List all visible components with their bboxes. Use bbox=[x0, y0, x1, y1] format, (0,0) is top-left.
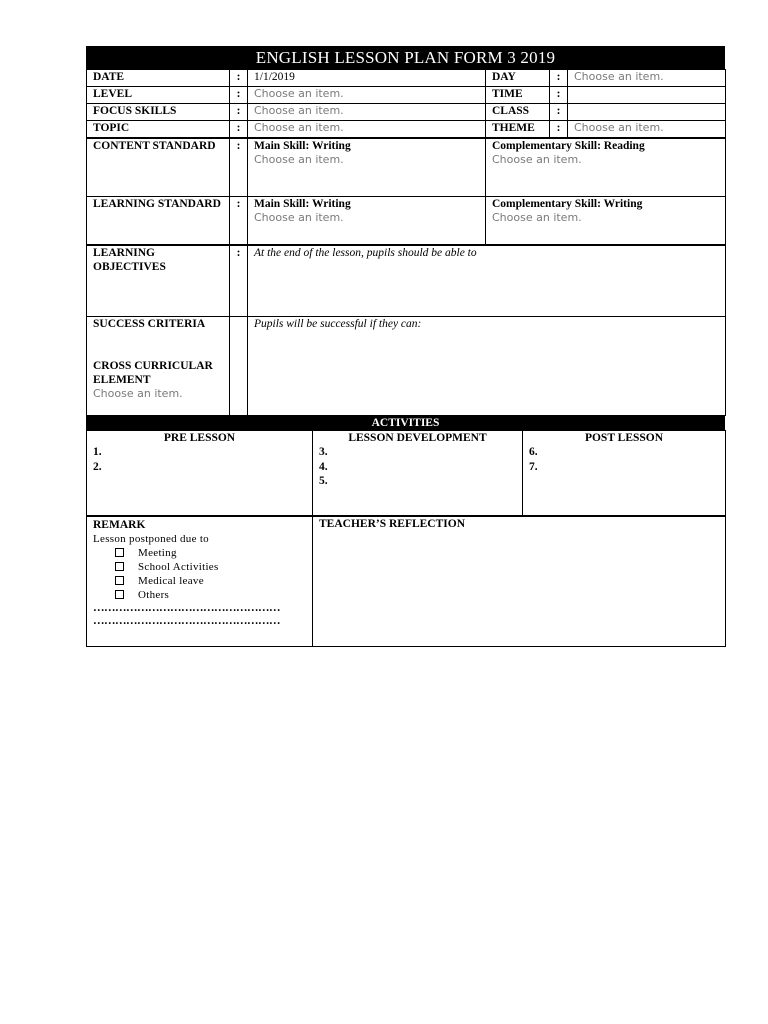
colon: : bbox=[230, 70, 248, 87]
teacher-reflection-cell[interactable] bbox=[313, 517, 726, 647]
topic-label: TOPIC bbox=[87, 121, 230, 138]
theme-dropdown[interactable]: Choose an item. bbox=[568, 121, 726, 138]
success-criteria-text[interactable]: Pupils will be successful if they can: bbox=[248, 317, 726, 416]
colon: : bbox=[230, 246, 248, 317]
colon: : bbox=[230, 121, 248, 138]
standards-table bbox=[86, 138, 726, 245]
content-standard-row bbox=[87, 139, 726, 197]
post-lesson-cell[interactable] bbox=[523, 431, 726, 516]
form-title: ENGLISH LESSON PLAN FORM 3 2019 bbox=[86, 46, 725, 69]
remark-cell bbox=[87, 517, 313, 647]
activities-heading: ACTIVITIES bbox=[86, 416, 725, 430]
objectives-table bbox=[86, 245, 726, 416]
focus-row bbox=[87, 104, 726, 121]
content-main-dropdown[interactable]: Choose an item. bbox=[254, 153, 344, 166]
colon: : bbox=[550, 87, 568, 104]
header-table bbox=[86, 69, 726, 138]
post-lesson-list bbox=[529, 445, 719, 474]
learning-main-skill-cell[interactable] bbox=[248, 197, 486, 245]
pre-lesson-label: PRE LESSON bbox=[163, 432, 236, 444]
content-complementary-dropdown[interactable]: Choose an item. bbox=[492, 153, 582, 166]
lesson-development-cell[interactable] bbox=[313, 431, 523, 516]
checkbox-icon[interactable] bbox=[115, 590, 124, 599]
option-label: School Activities bbox=[138, 561, 219, 573]
post-lesson-label: POST LESSON bbox=[584, 432, 664, 444]
option-label: Meeting bbox=[138, 547, 177, 559]
cross-curricular-label-1: CROSS CURRICULAR bbox=[93, 360, 213, 372]
day-label: DAY bbox=[486, 70, 550, 87]
time-field[interactable] bbox=[568, 87, 726, 104]
content-main-skill: Main Skill: Writing bbox=[254, 140, 351, 152]
learning-objectives-text[interactable]: At the end of the lesson, pupils should be able to bbox=[248, 246, 726, 317]
remark-intro: Lesson postponed due to bbox=[93, 533, 209, 545]
option-label: Others bbox=[138, 589, 170, 601]
list-item: 7. bbox=[529, 460, 538, 473]
time-label: TIME bbox=[486, 87, 550, 104]
content-main-skill-cell[interactable] bbox=[248, 139, 486, 197]
list-item: 2. bbox=[93, 460, 102, 473]
content-complementary-cell[interactable] bbox=[486, 139, 726, 197]
level-label: LEVEL bbox=[87, 87, 230, 104]
option-meeting[interactable] bbox=[93, 546, 306, 560]
content-standard-label: CONTENT STANDARD bbox=[87, 139, 230, 197]
learning-complementary-cell[interactable] bbox=[486, 197, 726, 245]
learning-main-skill: Main Skill: Writing bbox=[254, 198, 351, 210]
colon: : bbox=[550, 70, 568, 87]
pre-lesson-cell[interactable] bbox=[87, 431, 313, 516]
success-row bbox=[87, 317, 726, 416]
colon: : bbox=[230, 139, 248, 197]
remark-table bbox=[86, 516, 726, 647]
teacher-reflection-label: TEACHER’S REFLECTION bbox=[319, 518, 466, 530]
colon: : bbox=[230, 197, 248, 245]
dotted-line[interactable]: …………………………………………… bbox=[93, 615, 280, 627]
colon: : bbox=[230, 87, 248, 104]
learning-complementary-skill: Complementary Skill: Writing bbox=[492, 198, 643, 210]
list-item: 6. bbox=[529, 446, 538, 458]
date-row bbox=[87, 70, 726, 87]
lesson-development-list bbox=[319, 445, 516, 489]
theme-label: THEME bbox=[486, 121, 550, 138]
lesson-development-label: LESSON DEVELOPMENT bbox=[348, 432, 487, 444]
pre-lesson-list bbox=[93, 445, 306, 474]
list-item: 1. bbox=[93, 446, 102, 458]
checkbox-icon[interactable] bbox=[115, 576, 124, 585]
topic-dropdown[interactable]: Choose an item. bbox=[248, 121, 486, 138]
lesson-plan-form bbox=[86, 46, 725, 647]
colon: : bbox=[230, 104, 248, 121]
level-row bbox=[87, 87, 726, 104]
topic-row bbox=[87, 121, 726, 138]
list-item: 3. bbox=[319, 446, 328, 458]
checkbox-icon[interactable] bbox=[115, 562, 124, 571]
class-label: CLASS bbox=[486, 104, 550, 121]
blank-cell bbox=[230, 317, 248, 416]
cross-curricular-dropdown[interactable]: Choose an item. bbox=[93, 387, 183, 400]
date-label: DATE bbox=[87, 70, 230, 87]
activities-table bbox=[86, 430, 726, 516]
level-dropdown[interactable]: Choose an item. bbox=[248, 87, 486, 104]
focus-skills-label: FOCUS SKILLS bbox=[87, 104, 230, 121]
dotted-line[interactable]: …………………………………………… bbox=[93, 602, 280, 614]
class-field[interactable] bbox=[568, 104, 726, 121]
success-criteria-label: SUCCESS CRITERIA bbox=[93, 318, 206, 330]
cross-curricular-label-2: ELEMENT bbox=[93, 374, 151, 386]
learning-objectives-label: LEARNING OBJECTIVES bbox=[87, 246, 230, 317]
date-field[interactable]: 1/1/2019 bbox=[248, 70, 486, 87]
objectives-row bbox=[87, 246, 726, 317]
option-label: Medical leave bbox=[138, 575, 204, 587]
content-complementary-skill: Complementary Skill: Reading bbox=[492, 140, 645, 152]
day-dropdown[interactable]: Choose an item. bbox=[568, 70, 726, 87]
learning-main-dropdown[interactable]: Choose an item. bbox=[254, 211, 344, 224]
list-item: 4. bbox=[319, 460, 328, 473]
option-others[interactable] bbox=[93, 588, 306, 602]
success-criteria-cell bbox=[87, 317, 230, 416]
option-school-activities[interactable] bbox=[93, 560, 306, 574]
list-item: 5. bbox=[319, 475, 328, 487]
activities-row bbox=[87, 431, 726, 516]
learning-standard-row bbox=[87, 197, 726, 245]
remark-label: REMARK bbox=[93, 519, 146, 531]
focus-skills-dropdown[interactable]: Choose an item. bbox=[248, 104, 486, 121]
checkbox-icon[interactable] bbox=[115, 548, 124, 557]
colon: : bbox=[550, 104, 568, 121]
learning-standard-label: LEARNING STANDARD bbox=[87, 197, 230, 245]
remark-row bbox=[87, 517, 726, 647]
option-medical-leave[interactable] bbox=[93, 574, 306, 588]
learning-complementary-dropdown[interactable]: Choose an item. bbox=[492, 211, 582, 224]
colon: : bbox=[550, 121, 568, 138]
